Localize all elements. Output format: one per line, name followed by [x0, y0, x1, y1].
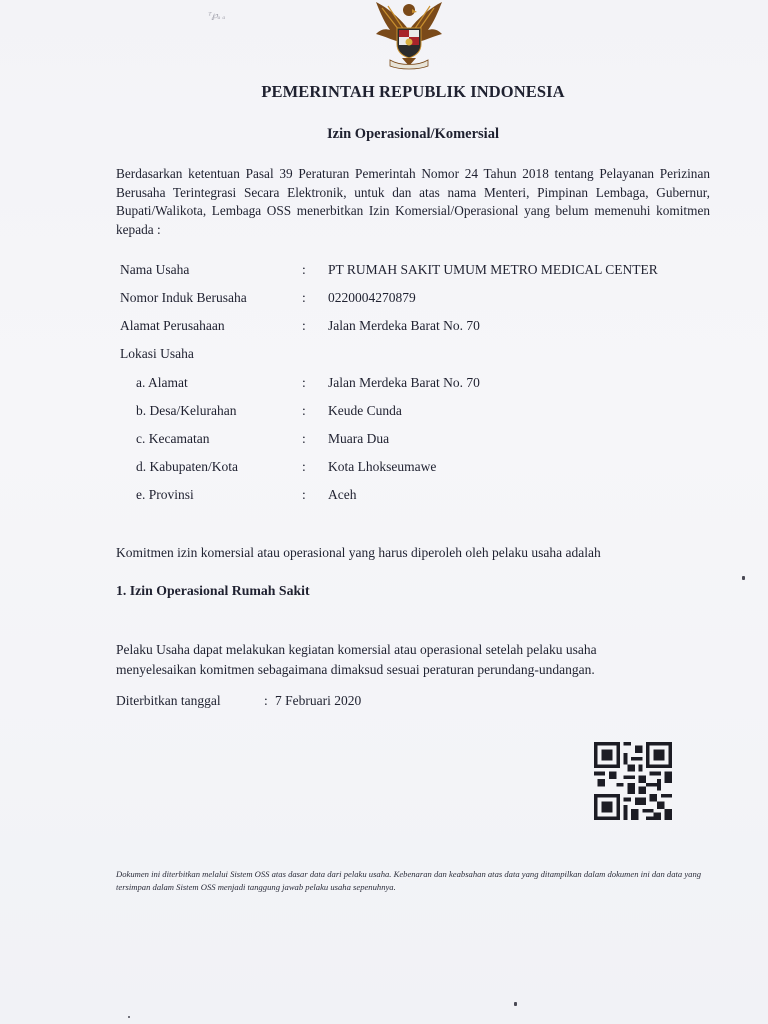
issued-colon: :	[264, 693, 268, 708]
field-value: Jalan Merdeka Barat No. 70	[328, 375, 480, 390]
garuda-emblem-icon	[372, 0, 446, 72]
field-label: Lokasi Usaha	[120, 346, 194, 361]
commitment-text: Komitmen izin komersial atau operasional yang harus diperoleh oleh pelaku usaha adalah	[116, 545, 601, 560]
document-subtitle: Izin Operasional/Komersial	[327, 126, 499, 142]
field-colon: :	[302, 459, 306, 474]
field-label: Nama Usaha	[120, 262, 190, 277]
field-label: d. Kabupaten/Kota	[136, 459, 238, 474]
field-colon: :	[302, 403, 306, 418]
issued-date: 7 Februari 2020	[275, 693, 362, 708]
field-value: Keude Cunda	[328, 403, 402, 418]
field-value: Aceh	[328, 487, 357, 502]
scan-speck	[742, 576, 745, 580]
scan-speck	[128, 1016, 130, 1018]
handwritten-mark: ᵀ℘ₒ ₐ	[208, 10, 226, 20]
commitment-item	[116, 583, 310, 599]
commitment-item-label: 1. Izin Operasional Rumah Sakit	[116, 583, 310, 598]
field-value: Kota Lhokseumawe	[328, 459, 437, 474]
field-label: Alamat Perusahaan	[120, 318, 225, 333]
scan-speck	[514, 1002, 517, 1006]
field-colon: :	[302, 262, 306, 277]
document-title: PEMERINTAH REPUBLIK INDONESIA	[261, 82, 565, 101]
field-colon: :	[302, 431, 306, 446]
closing-paragraph: Pelaku Usaha dapat melakukan kegiatan komersial atau operasional setelah pelaku usaha menyelesaikan komitmen sebagaimana dimaksud sesuai peraturan perundang-undangan.	[116, 642, 597, 677]
field-label: b. Desa/Kelurahan	[136, 403, 237, 418]
field-value: Muara Dua	[328, 431, 390, 446]
field-value: PT RUMAH SAKIT UMUM METRO MEDICAL CENTER	[328, 262, 658, 277]
issued-label: Diterbitkan tanggal	[116, 693, 221, 708]
field-colon: :	[302, 375, 306, 390]
field-label: Nomor Induk Berusaha	[120, 290, 247, 305]
field-colon: :	[302, 290, 306, 305]
field-colon: :	[302, 487, 306, 502]
field-label: a. Alamat	[136, 375, 188, 390]
field-value: Jalan Merdeka Barat No. 70	[328, 318, 480, 333]
intro-paragraph: Berdasarkan ketentuan Pasal 39 Peraturan Pemerintah Nomor 24 Tahun 2018 tentang Pelayanan Perizinan Berusaha Terintegrasi Secara Elektronik, untuk dan atas nama Menteri, Pimpinan Lembaga, Gubernur, Bupati/Walikota, Lembaga OSS menerbitkan Izin Komersial/Operasional yang belum memenuhi komitmen kepada :	[116, 166, 710, 237]
field-value: 0220004270879	[328, 290, 416, 305]
qr-code-icon	[594, 742, 672, 820]
field-label: e. Provinsi	[136, 487, 194, 502]
field-label: c. Kecamatan	[136, 431, 210, 446]
footnote: Dokumen ini diterbitkan melalui Sistem OSS atas dasar data dari pelaku usaha. Kebenaran dan keabsahan atas data yang ditampilkan dalam dokumen ini dan data yang tersimpan dalam Sistem OSS menjadi tanggung jawab pelaku usaha sepenuhnya.	[116, 869, 702, 892]
field-colon: :	[302, 318, 306, 333]
